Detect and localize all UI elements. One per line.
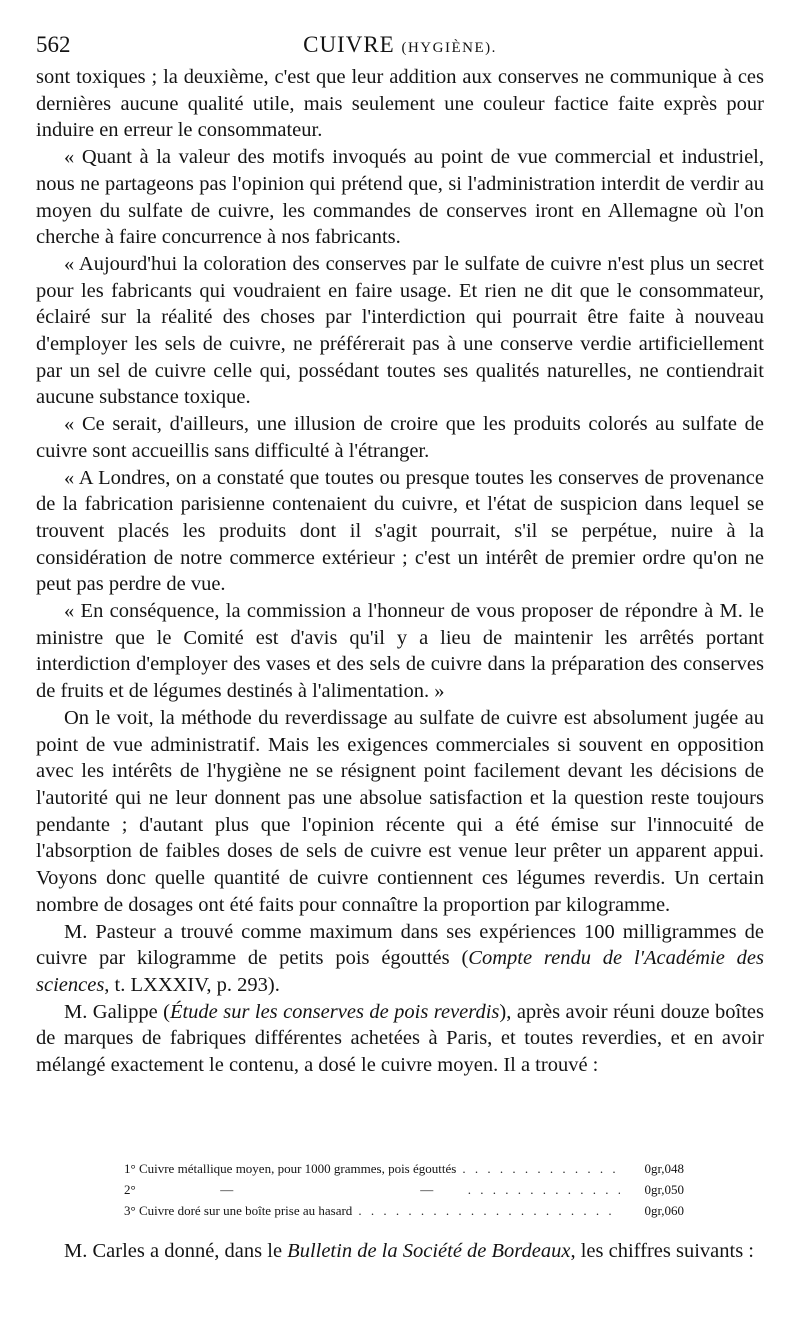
paragraph: sont toxiques ; la deuxième, c'est que leur addition aux conserves ne communique à ces dernières aucune qualité utile, mais seulement une couleur factice faite exprès pour induire en erreur le consommateur. (36, 66, 764, 142)
pasteur-text: M. Pasteur a trouvé comme maximum dans ses expériences 100 milligrammes de cuivre par kilogramme de petits pois égouttés ( (36, 920, 764, 970)
pasteur-reference: Compte rendu de l'Académie des sciences (36, 947, 764, 996)
main-text (36, 64, 764, 1079)
result-label (124, 1179, 462, 1200)
running-title-sub: (HYGIÈNE). (401, 40, 497, 56)
paragraph-galippe (36, 999, 764, 1079)
galippe-reference: Étude sur les conserves de pois reverdis (169, 1000, 500, 1023)
paragraph: « En conséquence, la commission a l'honneur de vous proposer de répondre à M. le ministre que le Comité est d'avis qu'il y a lieu de maintenir les arrêtés portant interdiction d'employer des vases et des sels de cuivre dans la préparation des conserves de fruits et de légumes destinés à l'alimentation. » (36, 600, 764, 703)
running-title-main: CUIVRE (303, 32, 395, 57)
leader-dots (462, 1158, 620, 1179)
table-row (124, 1158, 684, 1179)
leader-dots (468, 1179, 620, 1200)
row-number: 2° (124, 1182, 136, 1197)
paragraph: « Aujourd'hui la coloration des conserves par le sulfate de cuivre n'est plus un secret pour les fabricants qui voudraient en faire usage. Et rien ne dit que le consommateur, éclairé sur la réalité des choses par l'interdiction qui pourrait être faite à nouveau d'employer les sels de cuivre, ne préférerait pas à une conserve verdie artificiellement par un sel de cuivre celle qui, possédant toutes ses qualités naturelles, ne contiendrait aucune substance toxique. (36, 252, 764, 409)
table-row (124, 1200, 684, 1221)
leader-dots (358, 1200, 620, 1221)
paragraph: On le voit, la méthode du reverdissage au sulfate de cuivre est absolument jugée au point de vue administratif. Mais les exigences commerciales si souvent en opposition avec les intérêts de l'hygiène ne se résignent point facilement devant les décisions de l'autorité qui ne leur donnent pas une absolue satisfaction et la question reste toujours pendante ; d'autant plus que l'opinion récente qui a été émise sur l'innocuité de l'absorption de faibles doses de sels de cuivre est venue leur prêter un apparent appui. Voyons donc quelle quantité de cuivre contiennent ces légumes reverdis. Un certain nombre de dosages ont été faits pour connaître la proportion par kilogramme. (36, 706, 764, 916)
page-header (36, 20, 764, 62)
paragraph-pasteur (36, 919, 764, 999)
result-value: 0gr,050 (644, 1182, 684, 1197)
ditto-mark: — (420, 1182, 434, 1197)
results-table (124, 1158, 684, 1221)
carles-reference: Bulletin de la Société de Bordeaux (287, 1240, 571, 1262)
paragraph-carles (36, 1238, 764, 1265)
galippe-text: M. Galippe ( (64, 1000, 170, 1023)
running-title (36, 32, 764, 58)
result-value: 0gr,060 (644, 1203, 684, 1218)
carles-text-cont: , les chiffres suivants : (570, 1240, 754, 1262)
page-number: 562 (36, 32, 71, 57)
paragraph: « Ce serait, d'ailleurs, une illusion de croire que les produits colorés au sulfate de cuivre sont accueillis sans difficulté à l'étranger. (36, 413, 764, 462)
result-value: 0gr,048 (644, 1161, 684, 1176)
paragraph: « A Londres, on a constaté que toutes ou presque toutes les conserves de provenance de la fabrication parisienne contenaient du cuivre, et l'état de suspicion dans lequel se trouvent placés les produits dont il s'agit pourrait, s'il se perpétue, nuire à la considération de notre commerce extérieur ; c'est un intérêt de premier ordre qu'on ne peut pas perdre de vue. (36, 466, 764, 596)
result-label: 3° Cuivre doré sur une boîte prise au hasard (124, 1203, 353, 1218)
closing-text (36, 1238, 764, 1265)
galippe-text-cont: ), après avoir réuni douze boîtes de marques de fabriques différentes achetées à Paris, et toutes reverdies, et en avoir mélangé exactement le contenu, a dosé le cuivre moyen. Il a trouvé : (36, 1000, 764, 1077)
carles-text: M. Carles a donné, dans le (64, 1240, 288, 1262)
table-row (124, 1179, 684, 1200)
pasteur-citation: , t. LXXXIV, p. 293). (104, 973, 280, 996)
result-label: 1° Cuivre métallique moyen, pour 1000 grammes, pois égouttés (124, 1161, 457, 1176)
paragraph: « Quant à la valeur des motifs invoqués au point de vue commercial et industriel, nous ne partageons pas l'opinion qui prétend que, si l'administration interdit de verdir au moyen du sulfate de cuivre, les commandes de conserves iront en Allemagne où l'on cherche à faire concurrence à nos fabricants. (36, 146, 764, 249)
ditto-mark: — (220, 1182, 234, 1197)
